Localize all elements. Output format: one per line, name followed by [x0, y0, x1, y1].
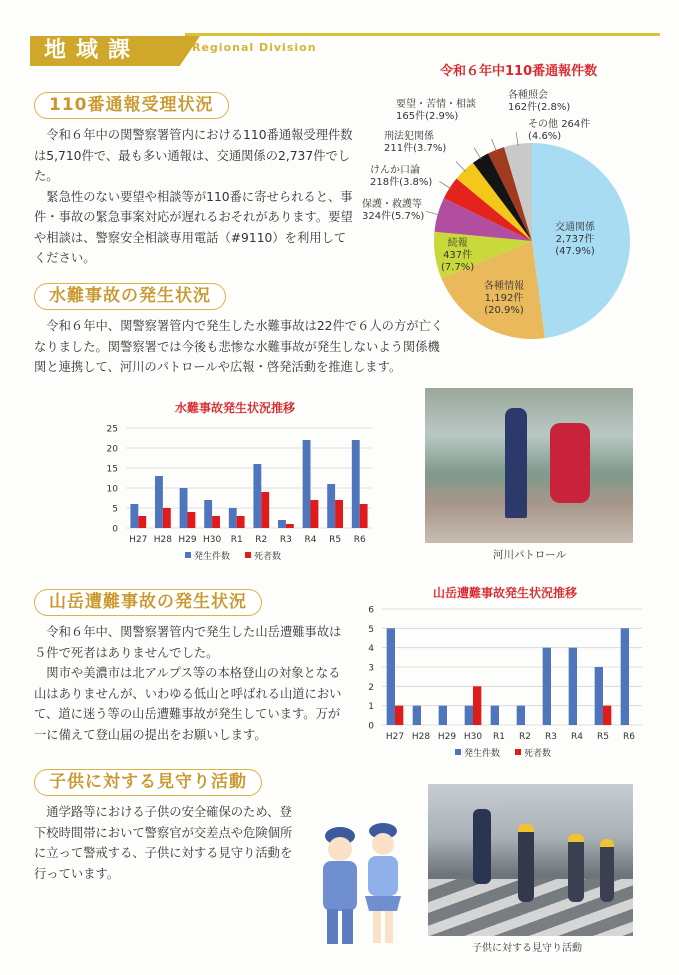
- paragraph: 令和６年中の関警察署管内における110番通報受理件数は5,710件で、最も多い通報は、交通関係の2,737件でした。: [34, 128, 353, 183]
- bar-deaths: [138, 516, 146, 528]
- child-figure: [518, 824, 534, 902]
- x-tick-label: R2: [519, 732, 531, 742]
- bar-deaths: [395, 706, 403, 725]
- x-tick-label: H28: [153, 535, 173, 545]
- section-mountain: [34, 589, 349, 745]
- section-heading-watch: 子供に対する見守り活動: [34, 769, 262, 796]
- bar-deaths: [261, 492, 269, 528]
- bar-incidents: [543, 648, 551, 725]
- legend-swatch: [185, 552, 191, 558]
- bar-deaths: [286, 524, 294, 528]
- section-110: [34, 92, 358, 283]
- chart-title: 水難事故発生状況推移: [174, 401, 296, 415]
- bar-deaths: [311, 500, 319, 528]
- bar-incidents: [439, 706, 447, 725]
- y-tick-label: 25: [106, 424, 118, 435]
- y-tick-label: 5: [368, 624, 374, 635]
- bar-deaths: [212, 516, 220, 528]
- legend-swatch: [455, 749, 461, 755]
- y-tick-label: 0: [112, 524, 118, 535]
- x-tick-label: R4: [571, 732, 583, 742]
- bar-incidents: [387, 628, 395, 725]
- x-tick-label: H28: [411, 732, 431, 742]
- bar-incidents: [413, 706, 421, 725]
- section-mountain-row: [0, 586, 679, 775]
- bar-deaths: [360, 504, 368, 528]
- bar-incidents: [229, 508, 237, 528]
- y-tick-label: 6: [368, 605, 374, 616]
- mountain-accident-bar-chart: [360, 581, 655, 766]
- pie-label-protection: 保護・救護等 324件(5.7%): [362, 199, 425, 222]
- section-text-water: [34, 316, 444, 378]
- bar-incidents: [278, 520, 286, 528]
- river-patrol-caption: 河川パトロール: [493, 549, 567, 561]
- bar-incidents: [569, 648, 577, 725]
- x-tick-label: H30: [463, 732, 483, 742]
- bar-incidents: [130, 504, 138, 528]
- bar-incidents: [253, 464, 261, 528]
- officer-figure: [473, 809, 491, 884]
- y-tick-label: 4: [368, 644, 374, 655]
- child-watch-photo: [428, 784, 633, 936]
- x-tick-label: R1: [230, 535, 243, 545]
- section-text-110: [34, 125, 358, 269]
- y-tick-label: 15: [106, 464, 118, 475]
- legend-label: 発生件数: [194, 552, 231, 562]
- bar-incidents: [155, 476, 163, 528]
- x-tick-label: H29: [178, 535, 197, 545]
- paragraph: 緊急性のない要望や相談等が110番に寄せられると、事件・事故の緊急事案対応が遅れるおそれがあります。要望や相談は、警察安全相談専用電話（#9110）を利用してください。: [34, 189, 353, 265]
- page-subtitle: Regional Division: [192, 41, 317, 54]
- x-tick-label: R6: [353, 535, 366, 545]
- legend-swatch: [515, 749, 521, 755]
- section-water: [34, 283, 444, 396]
- x-tick-label: R4: [304, 535, 317, 545]
- section-text-watch: [34, 802, 304, 884]
- bar-deaths: [335, 500, 343, 528]
- legend-label: 死者数: [254, 552, 282, 562]
- y-tick-label: 5: [112, 504, 118, 515]
- bar-incidents: [595, 667, 603, 725]
- pie-label-requests: 要望・苦情・相談 165件(2.9%): [396, 99, 476, 122]
- y-tick-label: 10: [106, 484, 118, 495]
- x-tick-label: R2: [255, 535, 268, 545]
- x-tick-label: R1: [493, 732, 505, 742]
- pie-label-quarrel: けんか口論 218件(3.8%): [370, 165, 433, 188]
- river-patrol-photo: [425, 388, 633, 543]
- bar-deaths: [603, 706, 611, 725]
- child-figure: [568, 834, 584, 902]
- legend-swatch: [245, 552, 251, 558]
- bar-incidents: [621, 628, 629, 725]
- bar-deaths: [188, 512, 196, 528]
- section-text-mountain: [34, 622, 349, 745]
- pie-chart-title: 令和６年中110番通報件数: [440, 64, 598, 79]
- bar-incidents: [204, 500, 212, 528]
- section-watch: [34, 769, 304, 884]
- y-tick-label: 3: [368, 663, 374, 674]
- water-accident-bar-chart: [90, 396, 385, 571]
- pie-label-info: 各種情報 1,192件 (20.9%): [484, 281, 524, 316]
- bar-incidents: [491, 706, 499, 725]
- y-tick-label: 2: [368, 682, 374, 693]
- pie-label-criminal: 刑法犯関係 211件(3.7%): [384, 131, 447, 154]
- section-heading-110: 110番通報受理状況: [34, 92, 229, 119]
- paragraph: 令和６年中、関警察署管内で発生した山岳遭難事故は５件で死者はありませんでした。: [34, 625, 342, 660]
- y-tick-label: 20: [106, 444, 118, 455]
- bar-incidents: [327, 484, 335, 528]
- water-chart-row: [0, 396, 679, 580]
- bar-deaths: [473, 686, 481, 725]
- y-tick-label: 1: [368, 702, 374, 713]
- child-figure: [600, 839, 614, 902]
- chart-title: 山岳遭難事故発生状況推移: [432, 586, 578, 600]
- x-tick-label: H29: [437, 732, 457, 742]
- section-heading-mountain: 山岳遭難事故の発生状況: [34, 589, 262, 616]
- family-figure: [550, 423, 590, 503]
- officer-figure: [505, 408, 527, 518]
- page-title: 地域課: [44, 38, 141, 63]
- section-watch-row: [0, 769, 679, 969]
- paragraph: 関市や美濃市は北アルプス等の本格登山の対象となる山はありませんが、いわゆる低山と呼ばれる山道において、道に迷う等の山岳遭難事故が発生しています。万が一に備えて登山届の提出をお願いします。: [34, 666, 342, 742]
- section-heading-water: 水難事故の発生状況: [34, 283, 226, 310]
- bar-incidents: [303, 440, 311, 528]
- bar-incidents: [352, 440, 360, 528]
- x-tick-label: R5: [329, 535, 342, 545]
- bar-incidents: [180, 488, 188, 528]
- pie-label-other: その他 264件 (4.6%): [528, 119, 591, 142]
- legend-label: 発生件数: [464, 749, 501, 759]
- x-tick-label: R3: [545, 732, 557, 742]
- pie-label-traffic: 交通関係 2,737件 (47.9%): [555, 222, 595, 257]
- paragraph: 令和６年中、関警察署管内で発生した水難事故は22件で６人の方が亡くなりました。関警察署では今後も悲惨な水難事故が発生しないよう関係機関と連携して、河川のパトロールや広報・啓発活動を推進します。: [34, 319, 444, 374]
- x-tick-label: R6: [623, 732, 635, 742]
- bar-deaths: [163, 508, 171, 528]
- x-tick-label: H27: [385, 732, 405, 742]
- pie-label-followup: 続報 437件 (7.7%): [441, 238, 475, 273]
- legend-label: 死者数: [524, 749, 552, 759]
- y-tick-label: 0: [368, 721, 374, 732]
- x-tick-label: R5: [597, 732, 609, 742]
- x-tick-label: H30: [202, 535, 222, 545]
- bar-incidents: [465, 706, 473, 725]
- bar-deaths: [237, 516, 245, 528]
- pie-label-inquiry: 各種照会 162件(2.8%): [508, 90, 571, 113]
- x-tick-label: R3: [279, 535, 292, 545]
- bar-incidents: [517, 706, 525, 725]
- child-watch-caption: 子供に対する見守り活動: [472, 943, 582, 954]
- x-tick-label: H27: [129, 535, 148, 545]
- paragraph: 通学路等における子供の安全確保のため、登下校時間帯において警察官が交差点や危険個所に立って警戒する、子供に対する見守り活動を行っています。: [34, 805, 293, 881]
- police-illustration: [305, 811, 415, 951]
